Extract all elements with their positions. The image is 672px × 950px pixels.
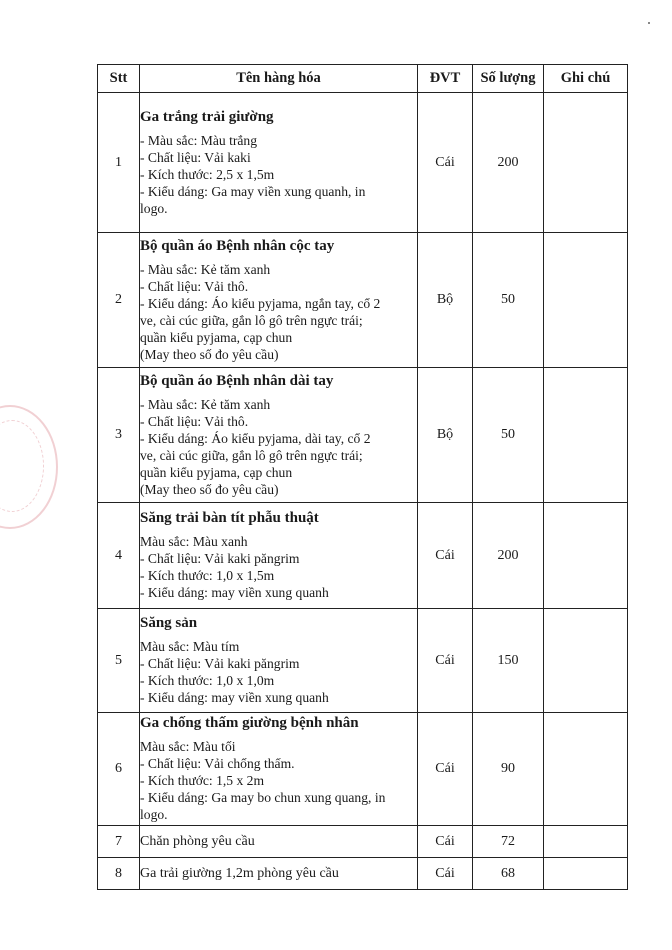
table-row bbox=[98, 233, 628, 368]
row-description bbox=[140, 233, 418, 368]
row-unit: Bộ bbox=[418, 368, 473, 503]
row-note bbox=[544, 368, 628, 503]
row-stt: 2 bbox=[98, 233, 140, 368]
item-detail: - Kích thước: 1,0 x 1,0m bbox=[140, 673, 275, 688]
row-note bbox=[544, 233, 628, 368]
table-row bbox=[98, 609, 628, 713]
item-detail: - Kích thước: 1,0 x 1,5m bbox=[140, 568, 275, 583]
item-detail: - Kích thước: 1,5 x 2m bbox=[140, 773, 265, 788]
item-name: Săng sản bbox=[140, 615, 198, 631]
item-detail: Màu sắc: Màu tối bbox=[140, 739, 236, 754]
item-detail: - Chất liệu: Vải kaki păngrim bbox=[140, 656, 300, 671]
row-unit: Cái bbox=[418, 826, 473, 858]
item-detail: - Chất liệu: Vải thô. bbox=[140, 413, 249, 429]
row-stt: 7 bbox=[98, 826, 140, 858]
row-stt: 8 bbox=[98, 858, 140, 890]
table-row bbox=[98, 93, 628, 233]
item-detail: - Màu sắc: Màu trắng bbox=[140, 132, 258, 148]
row-description bbox=[140, 368, 418, 503]
row-stt: 4 bbox=[98, 503, 140, 609]
row-description bbox=[140, 93, 418, 233]
item-name: Ga trắng trải giường bbox=[140, 108, 274, 125]
row-quantity: 90 bbox=[473, 713, 544, 826]
item-detail: Màu sắc: Màu xanh bbox=[140, 534, 248, 549]
item-detail: ve, cài cúc giữa, gắn lô gô trên ngực trái; bbox=[140, 312, 363, 328]
item-detail: quần kiểu pyjama, cạp chun bbox=[140, 464, 293, 480]
item-detail: - Chất liệu: Vải chống thấm. bbox=[140, 756, 295, 771]
table-row bbox=[98, 713, 628, 826]
item-detail: - Màu sắc: Kẻ tăm xanh bbox=[140, 396, 271, 412]
item-name: Bộ quần áo Bệnh nhân cộc tay bbox=[140, 237, 335, 254]
row-note bbox=[544, 713, 628, 826]
header-item-name: Tên hàng hóa bbox=[140, 65, 418, 93]
item-detail: - Kiểu dáng: Ga may viền xung quanh, in bbox=[140, 183, 366, 199]
row-description bbox=[140, 713, 418, 826]
row-note bbox=[544, 503, 628, 609]
row-quantity: 72 bbox=[473, 826, 544, 858]
goods-table bbox=[97, 64, 628, 890]
row-unit: Cái bbox=[418, 609, 473, 713]
table-row bbox=[98, 826, 628, 858]
table-row bbox=[98, 858, 628, 890]
row-stt: 3 bbox=[98, 368, 140, 503]
row-unit: Cái bbox=[418, 713, 473, 826]
item-detail: quần kiểu pyjama, cạp chun bbox=[140, 329, 293, 345]
item-detail: (May theo số đo yêu cầu) bbox=[140, 481, 279, 497]
row-stt: 1 bbox=[98, 93, 140, 233]
item-name: Chăn phòng yêu cầu bbox=[140, 826, 418, 858]
item-name: Bộ quần áo Bệnh nhân dài tay bbox=[140, 372, 334, 389]
item-detail: - Kiểu dáng: may viền xung quanh bbox=[140, 690, 329, 705]
row-quantity: 68 bbox=[473, 858, 544, 890]
row-unit: Cái bbox=[418, 503, 473, 609]
row-unit: Cái bbox=[418, 858, 473, 890]
header-quantity: Số lượng bbox=[473, 65, 544, 93]
item-detail: ve, cài cúc giữa, gắn lô gô trên ngực trái; bbox=[140, 447, 363, 463]
item-detail: - Chất liệu: Vải kaki bbox=[140, 149, 251, 165]
item-name: Ga chống thấm giường bệnh nhân bbox=[140, 715, 359, 731]
row-note bbox=[544, 858, 628, 890]
row-quantity: 50 bbox=[473, 233, 544, 368]
item-detail: logo. bbox=[140, 807, 168, 822]
item-detail: logo. bbox=[140, 200, 168, 216]
row-note bbox=[544, 826, 628, 858]
table-row bbox=[98, 368, 628, 503]
item-detail: - Kiểu dáng: Ga may bo chun xung quang, in bbox=[140, 790, 386, 805]
row-stt: 6 bbox=[98, 713, 140, 826]
item-detail: - Chất liệu: Vải kaki păngrim bbox=[140, 551, 300, 566]
row-quantity: 200 bbox=[473, 93, 544, 233]
row-unit: Cái bbox=[418, 93, 473, 233]
item-name: Săng trải bàn tít phẫu thuật bbox=[140, 510, 319, 526]
row-quantity: 150 bbox=[473, 609, 544, 713]
item-detail: - Kiểu dáng: may viền xung quanh bbox=[140, 585, 329, 600]
item-detail: Màu sắc: Màu tím bbox=[140, 639, 240, 654]
item-detail: - Kiểu dáng: Áo kiểu pyjama, dài tay, cổ 2 bbox=[140, 430, 371, 446]
row-quantity: 50 bbox=[473, 368, 544, 503]
row-description bbox=[140, 609, 418, 713]
item-detail: - Màu sắc: Kẻ tăm xanh bbox=[140, 261, 271, 277]
row-unit: Bộ bbox=[418, 233, 473, 368]
item-detail: (May theo số đo yêu cầu) bbox=[140, 346, 279, 362]
table-row bbox=[98, 503, 628, 609]
row-description bbox=[140, 503, 418, 609]
scan-speck bbox=[648, 22, 650, 24]
header-unit: ĐVT bbox=[418, 65, 473, 93]
table-header-row bbox=[98, 65, 628, 93]
header-stt: Stt bbox=[98, 65, 140, 93]
item-detail: - Kích thước: 2,5 x 1,5m bbox=[140, 166, 275, 182]
row-note bbox=[544, 93, 628, 233]
header-note: Ghi chú bbox=[544, 65, 628, 93]
item-detail: - Chất liệu: Vải thô. bbox=[140, 278, 249, 294]
item-name: Ga trải giường 1,2m phòng yêu cầu bbox=[140, 858, 418, 890]
row-stt: 5 bbox=[98, 609, 140, 713]
row-quantity: 200 bbox=[473, 503, 544, 609]
row-note bbox=[544, 609, 628, 713]
item-detail: - Kiểu dáng: Áo kiểu pyjama, ngắn tay, cổ 2 bbox=[140, 295, 381, 311]
